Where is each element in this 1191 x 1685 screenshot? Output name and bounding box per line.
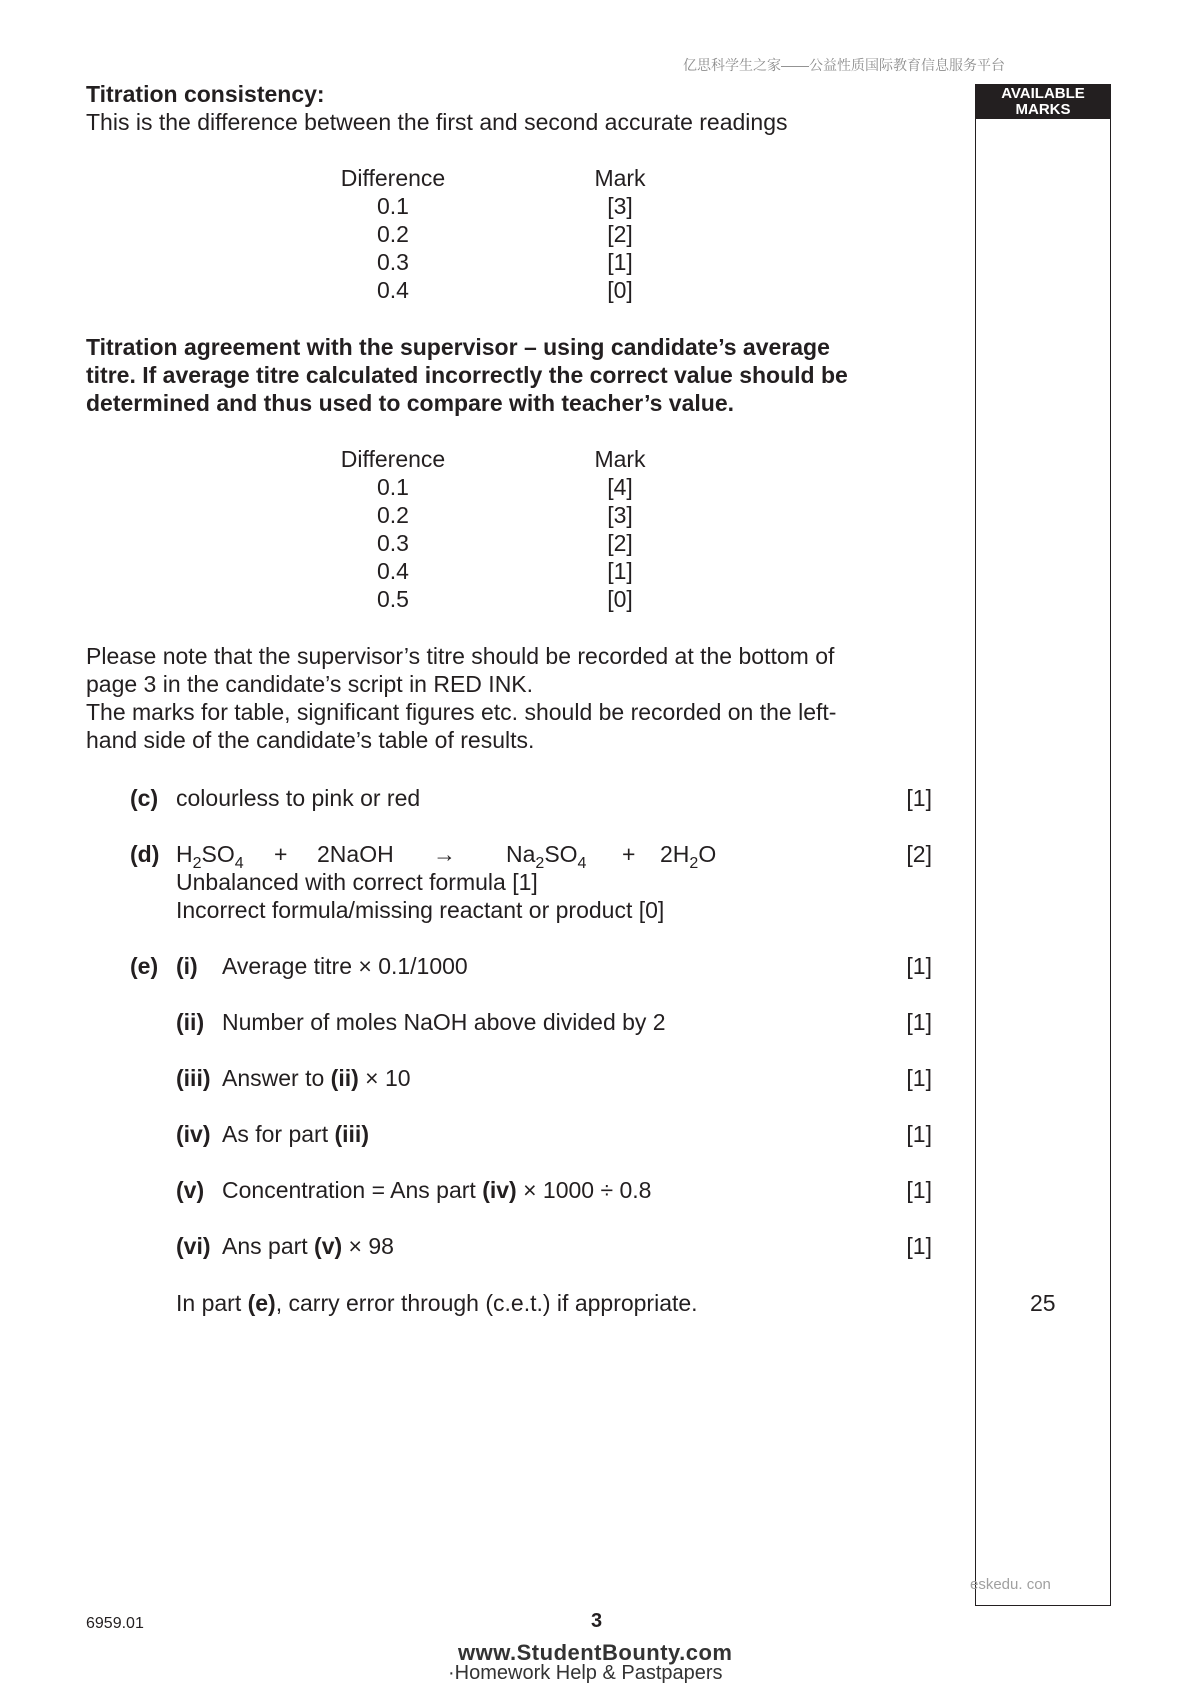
part-e-cet-note — [86, 1289, 932, 1317]
answer-ref: (iv) — [482, 1177, 517, 1203]
part-e-row-v — [86, 1176, 932, 1204]
consistency-desc: This is the difference between the first and second accurate readings — [86, 109, 788, 135]
plus-sign: + — [274, 841, 288, 867]
mark-value: [0] — [607, 277, 633, 303]
subpart-mark: [1] — [906, 1121, 932, 1147]
subpart-answer — [222, 952, 468, 980]
subpart-mark: [1] — [906, 1177, 932, 1203]
diff-value: 0.4 — [377, 558, 409, 584]
subpart-mark: [1] — [906, 1233, 932, 1259]
cet-text: , carry error through (c.e.t.) if appropriate. — [275, 1290, 698, 1316]
formula-part: SO — [544, 841, 578, 867]
product-na2so4 — [506, 840, 587, 872]
formula-part: SO — [201, 841, 235, 867]
studentbounty-logo-site: www.StudentBounty.com — [458, 1640, 733, 1665]
subpart-label: (iv) — [176, 1121, 211, 1147]
part-e-row-i — [86, 952, 932, 980]
subpart-mark: [1] — [906, 1065, 932, 1091]
formula-subscript: 2 — [689, 855, 699, 872]
diff-value: 0.4 — [377, 277, 409, 303]
subpart-label: (iii) — [176, 1065, 211, 1091]
formula-part: H — [176, 841, 193, 867]
formula-subscript: 2 — [535, 855, 545, 872]
formula-subscript: 2 — [192, 855, 202, 872]
formula-part: 2H — [660, 841, 690, 867]
cet-ref: (e) — [247, 1290, 276, 1316]
consistency-title: Titration consistency: — [86, 81, 325, 107]
diff-value: 0.5 — [377, 586, 409, 612]
part-d-row — [86, 840, 932, 872]
answer-text: Number of moles NaOH above divided by 2 — [222, 1009, 666, 1035]
answer-text: Average titre × 0.1/1000 — [222, 953, 468, 979]
agreement-title-line: Titration agreement with the supervisor – using candidate’s average — [86, 334, 830, 360]
mark-value: [2] — [607, 221, 633, 247]
marks-header-line1: AVAILABLE — [1001, 85, 1085, 102]
consistency-mark-column — [580, 164, 660, 304]
studentbounty-logo-tagline: ·Homework Help & Pastpapers — [448, 1662, 723, 1684]
watermark-header: 亿思科学生之家——公益性质国际教育信息服务平台 — [683, 57, 1005, 73]
formula-subscript: 4 — [577, 855, 587, 872]
subpart-label: (vi) — [176, 1233, 211, 1259]
part-d-mark: [2] — [906, 841, 932, 867]
answer-ref: (ii) — [330, 1065, 359, 1091]
part-d-incorrect-note: Incorrect formula/missing reactant or product [0] — [176, 897, 665, 923]
answer-text: × 1000 ÷ 0.8 — [516, 1177, 652, 1203]
subpart-answer — [222, 1008, 666, 1036]
page-number: 3 — [591, 1610, 603, 1632]
marks-total: 25 — [1030, 1290, 1056, 1316]
part-c-label: (c) — [130, 785, 159, 811]
formula-part: O — [698, 841, 717, 867]
diff-value: 0.1 — [377, 193, 409, 219]
answer-text: × 98 — [342, 1233, 394, 1259]
arrow-icon: → — [433, 841, 456, 867]
subpart-label: (ii) — [176, 1009, 205, 1035]
part-e-row-vi — [86, 1232, 932, 1260]
mark-value: [4] — [607, 474, 633, 500]
supervisor-note — [86, 642, 906, 754]
mark-value: [1] — [607, 558, 633, 584]
marks-header-line2: MARKS — [1015, 101, 1071, 118]
subpart-label: (v) — [176, 1177, 205, 1203]
subpart-label: (i) — [176, 953, 198, 979]
note-line: Please note that the supervisor’s titre should be recorded at the bottom of — [86, 643, 835, 669]
formula-subscript: 4 — [234, 855, 244, 872]
answer-ref: (v) — [314, 1233, 343, 1259]
consistency-diff-column — [333, 164, 453, 304]
answer-text: Ans part — [222, 1233, 315, 1259]
part-c-mark: [1] — [906, 785, 932, 811]
cet-note-text — [176, 1289, 698, 1317]
paper-code: 6959.01 — [86, 1615, 144, 1632]
part-d-line2 — [86, 868, 932, 896]
answer-ref: (iii) — [334, 1121, 369, 1147]
reactant-h2so4 — [176, 840, 244, 872]
part-c-row — [86, 784, 932, 812]
part-e-row-iii — [86, 1064, 932, 1092]
part-d-unbalanced-note: Unbalanced with correct formula [1] — [176, 869, 538, 895]
subpart-mark: [1] — [906, 1009, 932, 1035]
subpart-answer — [222, 1176, 651, 1204]
part-e-row-iv — [86, 1120, 932, 1148]
note-line: hand side of the candidate’s table of results. — [86, 727, 535, 753]
col-header-mark: Mark — [594, 165, 646, 191]
col-header-difference: Difference — [340, 165, 446, 191]
agreement-title-line: determined and thus used to compare with teacher’s value. — [86, 390, 734, 416]
mark-value: [1] — [607, 249, 633, 275]
product-h2o — [660, 840, 717, 872]
reactant-naoh: 2NaOH — [317, 841, 394, 867]
subpart-answer — [222, 1064, 411, 1092]
subpart-answer — [222, 1232, 394, 1260]
answer-text: Concentration = Ans part — [222, 1177, 483, 1203]
col-header-difference: Difference — [340, 446, 446, 472]
subpart-answer — [222, 1120, 369, 1148]
diff-value: 0.1 — [377, 474, 409, 500]
part-c-answer: colourless to pink or red — [176, 785, 421, 811]
agreement-mark-column — [580, 445, 660, 613]
part-d-label: (d) — [130, 841, 160, 867]
answer-text: As for part — [222, 1121, 335, 1147]
diff-value: 0.3 — [377, 249, 409, 275]
cet-text: In part — [176, 1290, 248, 1316]
part-e-label: (e) — [130, 953, 159, 979]
plus-sign: + — [622, 841, 636, 867]
part-d-line3 — [86, 896, 932, 924]
col-header-mark: Mark — [594, 446, 646, 472]
mark-value: [3] — [607, 193, 633, 219]
answer-text: × 10 — [358, 1065, 411, 1091]
available-marks-column — [975, 84, 1111, 1606]
part-e-row-ii — [86, 1008, 932, 1036]
eskedu-watermark: eskedu. con — [970, 1576, 1051, 1593]
note-line: The marks for table, significant figures etc. should be recorded on the left- — [86, 699, 837, 725]
mark-value: [2] — [607, 530, 633, 556]
diff-value: 0.2 — [377, 221, 409, 247]
subpart-mark: [1] — [906, 953, 932, 979]
available-marks-header — [975, 84, 1111, 119]
note-line: page 3 in the candidate’s script in RED INK. — [86, 671, 534, 697]
agreement-diff-column — [333, 445, 453, 613]
agreement-title-line: titre. If average titre calculated incorrectly the correct value should be — [86, 362, 848, 388]
mark-value: [3] — [607, 502, 633, 528]
mark-value: [0] — [607, 586, 633, 612]
answer-text: Answer to — [222, 1065, 331, 1091]
diff-value: 0.2 — [377, 502, 409, 528]
formula-part: Na — [506, 841, 536, 867]
diff-value: 0.3 — [377, 530, 409, 556]
agreement-title — [86, 333, 906, 417]
